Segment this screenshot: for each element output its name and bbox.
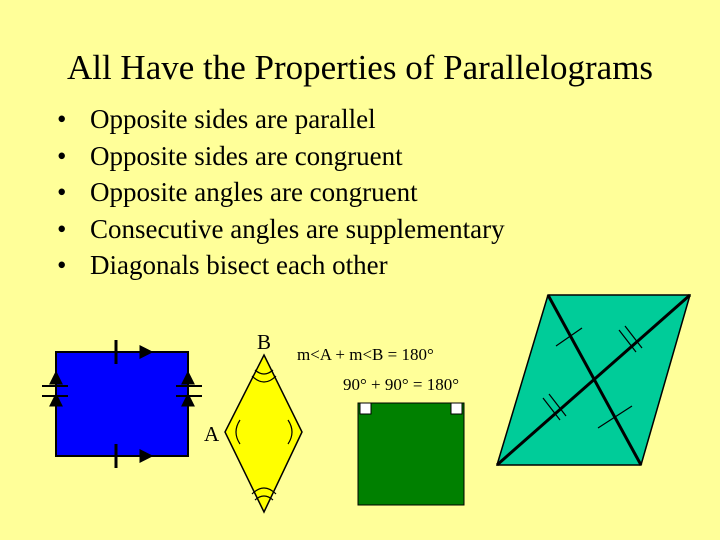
right-angle-mark bbox=[451, 403, 462, 414]
bullet-dot: • bbox=[57, 104, 67, 134]
rectangle-shape bbox=[56, 352, 188, 456]
bullet-dot: • bbox=[57, 140, 67, 171]
rhombus-vertex-label-b: B bbox=[257, 330, 272, 354]
square-figure bbox=[358, 403, 464, 505]
square-shape bbox=[358, 403, 464, 505]
bullet-text: Opposite angles are congruent bbox=[90, 177, 418, 207]
slide-title: All Have the Properties of Parallelograms bbox=[66, 48, 654, 87]
supplementary-equation: m<A + m<B = 180° bbox=[297, 345, 434, 364]
right-angle-equation: 90° + 90° = 180° bbox=[343, 375, 460, 394]
bullet-dot: • bbox=[57, 177, 67, 207]
bullet-text: Diagonals bisect each other bbox=[90, 250, 388, 280]
parallelogram-figure bbox=[497, 295, 690, 465]
right-angle-mark bbox=[360, 403, 371, 414]
bullet-text: Opposite sides are congruent bbox=[90, 140, 403, 171]
rhombus-vertex-label-a: A bbox=[204, 422, 220, 446]
rhombus-figure bbox=[225, 355, 302, 512]
bullet-dot: • bbox=[57, 250, 67, 280]
bullet-dot: • bbox=[57, 213, 67, 244]
bullet-text: Consecutive angles are supplementary bbox=[90, 213, 505, 244]
rectangle-figure bbox=[42, 340, 202, 468]
bullet-text: Opposite sides are parallel bbox=[90, 104, 376, 134]
